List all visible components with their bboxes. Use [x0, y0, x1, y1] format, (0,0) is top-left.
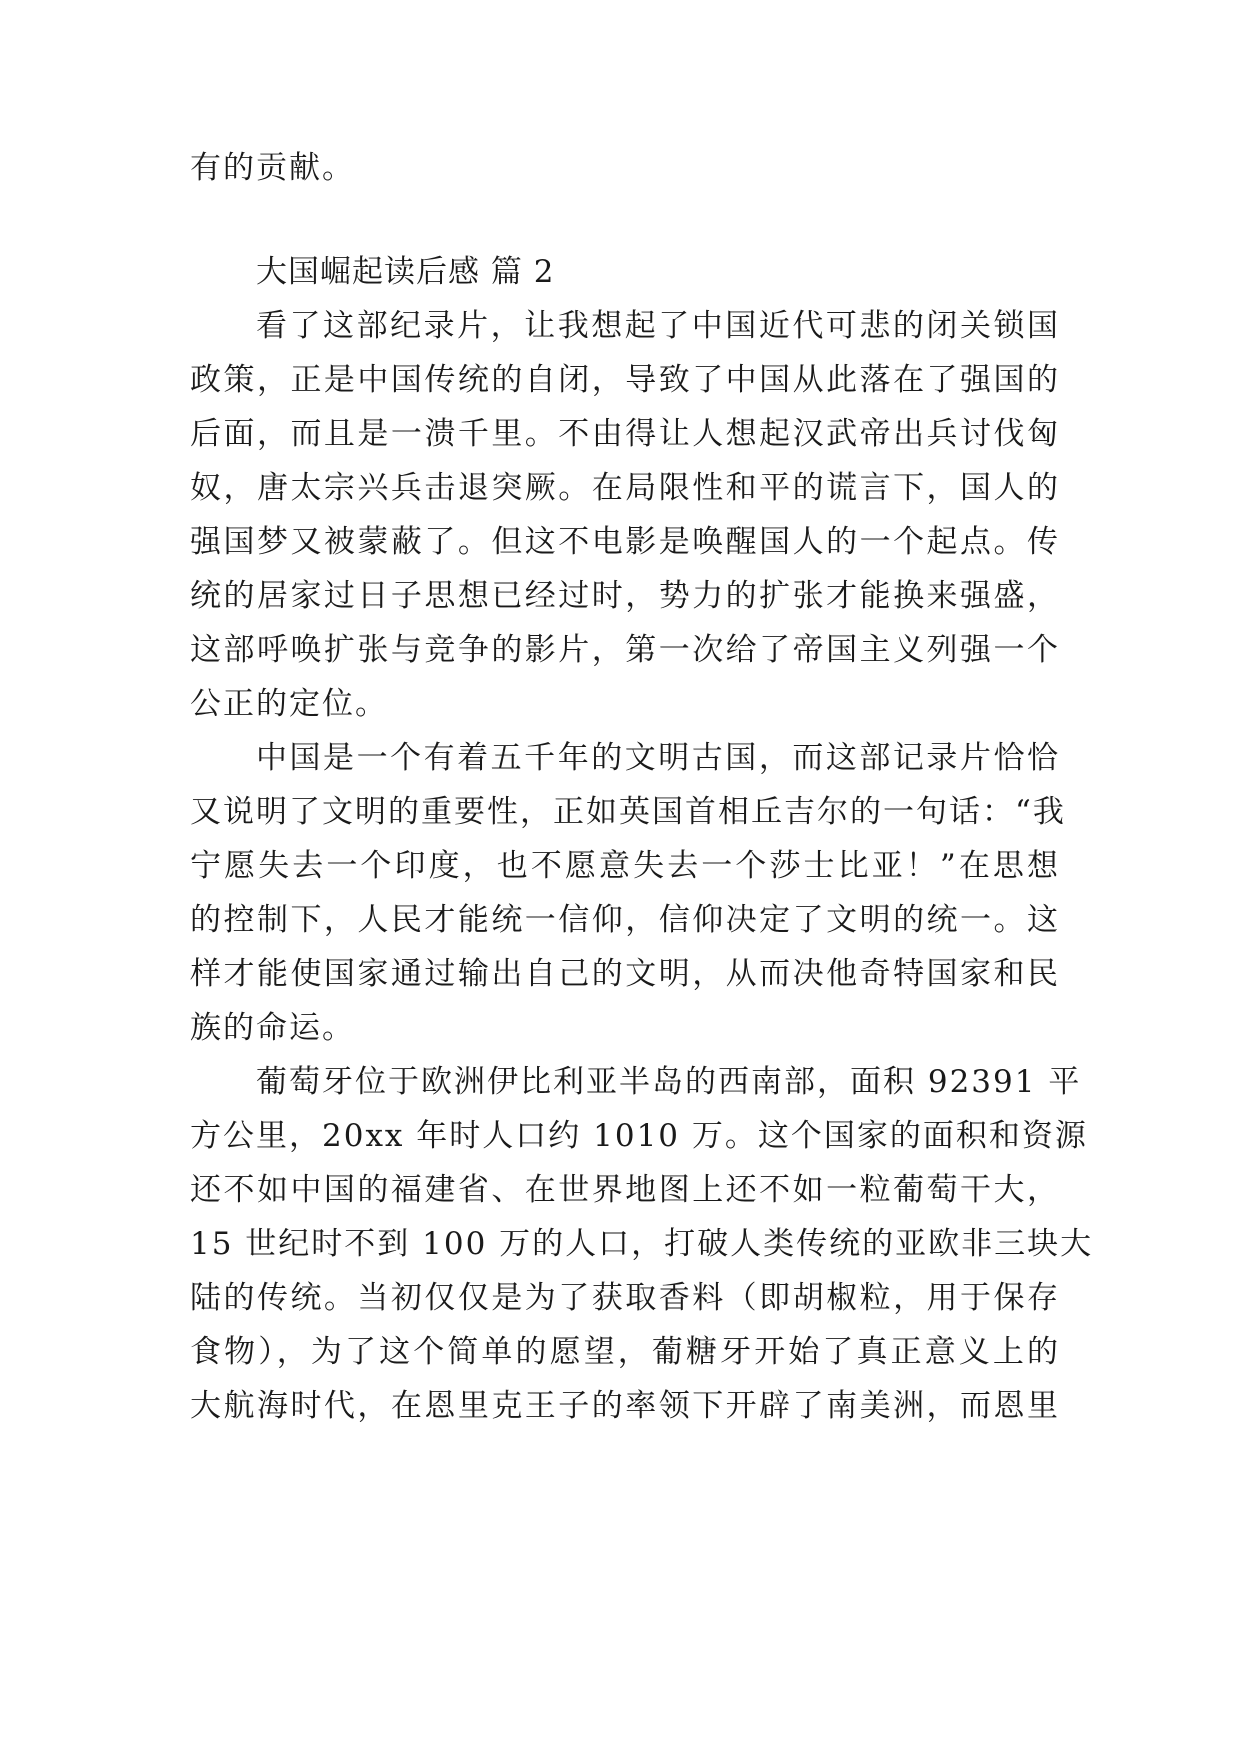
paragraph-3-line-7: 大航海时代，在恩里克王子的率领下开辟了南美洲，而恩里 — [190, 1388, 1060, 1424]
paragraph-1-line-8: 公正的定位。 — [190, 686, 388, 722]
paragraph-1-line-2: 政策，正是中国传统的自闭，导致了中国从此落在了强国的 — [190, 362, 1060, 398]
paragraph-3-line-4: 15 世纪时不到 100 万的人口，打破人类传统的亚欧非三块大 — [190, 1226, 1094, 1262]
paragraph-2-line-3: 宁愿失去一个印度，也不愿意失去一个莎士比亚！”在思想 — [190, 848, 1060, 884]
paragraph-2-line-5: 样才能使国家通过输出自己的文明，从而决他奇特国家和民 — [190, 956, 1060, 992]
paragraph-1-line-1: 看了这部纪录片，让我想起了中国近代可悲的闭关锁国 — [256, 308, 1060, 344]
section-title: 大国崛起读后感 篇 2 — [256, 254, 555, 290]
paragraph-3-line-1: 葡萄牙位于欧洲伊比利亚半岛的西南部，面积 92391 平 — [256, 1064, 1082, 1100]
paragraph-2-line-4: 的控制下，人民才能统一信仰，信仰决定了文明的统一。这 — [190, 902, 1060, 938]
paragraph-1-line-3: 后面，而且是一溃千里。不由得让人想起汉武帝出兵讨伐匈 — [190, 416, 1060, 452]
paragraph-3-line-3: 还不如中国的福建省、在世界地图上还不如一粒葡萄干大， — [190, 1172, 1060, 1208]
paragraph-3-line-6: 食物），为了这个简单的愿望，葡糖牙开始了真正意义上的 — [190, 1334, 1060, 1370]
paragraph-1-line-7: 这部呼唤扩张与竞争的影片，第一次给了帝国主义列强一个 — [190, 632, 1060, 668]
paragraph-1-line-6: 统的居家过日子思想已经过时，势力的扩张才能换来强盛， — [190, 578, 1060, 614]
paragraph-1-line-4: 奴，唐太宗兴兵击退突厥。在局限性和平的谎言下，国人的 — [190, 470, 1060, 506]
paragraph-2-line-2: 又说明了文明的重要性，正如英国首相丘吉尔的一句话：“我 — [190, 794, 1066, 830]
paragraph-1-line-5: 强国梦又被蒙蔽了。但这不电影是唤醒国人的一个起点。传 — [190, 524, 1060, 560]
intro-tail-line: 有的贡献。 — [190, 150, 355, 186]
paragraph-2-line-1: 中国是一个有着五千年的文明古国，而这部记录片恰恰 — [256, 740, 1060, 776]
paragraph-3-line-5: 陆的传统。当初仅仅是为了获取香料（即胡椒粒，用于保存 — [190, 1280, 1060, 1316]
paragraph-3-line-2: 方公里，20xx 年时人口约 1010 万。这个国家的面积和资源 — [190, 1118, 1088, 1154]
paragraph-2-line-6: 族的命运。 — [190, 1010, 355, 1046]
